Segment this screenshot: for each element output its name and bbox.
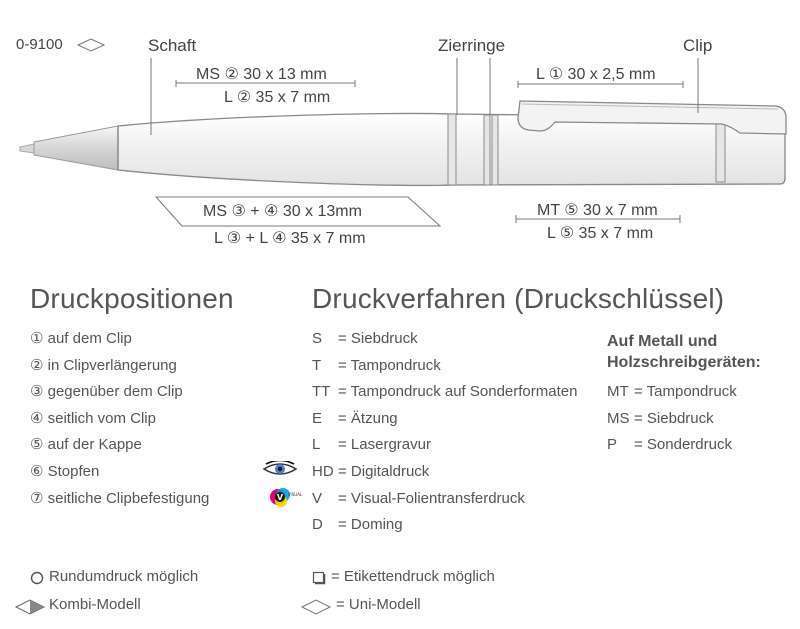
- position-item: ④ seitlich vom Clip: [30, 409, 156, 427]
- positions-list: [30, 326, 209, 512]
- methods-title: Druckverfahren (Druckschlüssel): [312, 283, 725, 314]
- method-code: D: [312, 516, 323, 534]
- method-code: S: [312, 330, 323, 347]
- method-item: [312, 353, 577, 380]
- pen-refill-tip: [20, 144, 34, 153]
- diamond-outline-icon: [300, 599, 332, 615]
- pen-cone: [34, 126, 118, 170]
- label-box-icon: [312, 571, 326, 585]
- dim-cap-mt: MT ⑤ 30 x 7 mm: [537, 202, 658, 219]
- dim-schaft-ms: MS ② 30 x 13 mm: [196, 66, 327, 83]
- diamond-outline-icon: [76, 38, 106, 52]
- label-schaft: Schaft: [148, 36, 197, 55]
- position-item: ⑦ seitliche Clipbefestigung: [30, 489, 210, 507]
- position-item: ⑤ auf der Kappe: [30, 436, 142, 454]
- method-item: [312, 432, 577, 459]
- position-item: ② in Clipverlängerung: [30, 356, 177, 374]
- article-number: 0-9100: [16, 36, 63, 53]
- metal-title-line2: Holzschreibgeräten:: [607, 354, 761, 371]
- method-label: = Doming: [338, 516, 403, 534]
- diamond-half-filled-icon: [14, 599, 46, 615]
- position-item: ⑥ Stopfen: [30, 462, 100, 480]
- legend-rundum: Rundumdruck möglich: [49, 568, 199, 585]
- metal-item: [607, 379, 737, 406]
- method-label: = Tampondruck: [338, 356, 441, 374]
- method-label: = Siebdruck: [338, 330, 418, 347]
- metal-list: [607, 379, 737, 459]
- method-code: L: [312, 436, 321, 454]
- legend-uni: = Uni-Modell: [336, 596, 421, 613]
- method-item: [312, 459, 577, 486]
- visual-logo-text: VISUAL: [287, 492, 302, 497]
- metal-code: MT: [607, 383, 629, 400]
- position-item: ③ gegenüber dem Clip: [30, 383, 183, 401]
- label-clip: Clip: [683, 36, 713, 55]
- method-code: TT: [312, 383, 331, 401]
- metal-item: [607, 406, 737, 433]
- method-label: = Ätzung: [338, 409, 398, 427]
- open-circle-icon: [30, 571, 44, 585]
- legend-kombi: Kombi-Modell: [49, 596, 141, 613]
- metal-label: = Sonderdruck: [634, 436, 732, 454]
- dim-side-l: L ③ + L ④ 35 x 7 mm: [214, 230, 366, 247]
- metal-title-line1: Auf Metall und: [607, 333, 718, 350]
- method-item: [312, 326, 577, 353]
- method-item: [312, 379, 577, 406]
- metal-label: = Tampondruck: [634, 383, 737, 400]
- method-code: E: [312, 409, 323, 427]
- method-label: = Tampondruck auf Sonderformaten: [338, 383, 578, 401]
- method-code: T: [312, 356, 322, 374]
- dim-clip-l: L ① 30 x 2,5 mm: [536, 66, 656, 83]
- method-code: HD: [312, 462, 334, 480]
- method-item: [312, 406, 577, 433]
- method-label: = Lasergravur: [338, 436, 431, 454]
- eye-icon: [262, 461, 298, 481]
- method-item: [312, 512, 577, 539]
- position-item: ① auf dem Clip: [30, 330, 132, 347]
- label-zierringe: Zierringe: [438, 36, 506, 55]
- method-label: = Digitaldruck: [338, 462, 430, 480]
- method-label: = Visual-Folientransferdruck: [338, 489, 525, 507]
- visual-logo-icon: [268, 485, 302, 511]
- dim-cap-l: L ⑤ 35 x 7 mm: [547, 225, 654, 242]
- metal-item: [607, 432, 737, 459]
- legend-etikett: = Etikettendruck möglich: [331, 568, 495, 585]
- metal-code: MS: [607, 409, 630, 427]
- dim-side-ms: MS ③ + ④ 30 x 13mm: [203, 203, 362, 220]
- positions-title: Druckpositionen: [30, 283, 234, 314]
- method-code: V: [312, 489, 323, 507]
- dim-schaft-l: L ② 35 x 7 mm: [224, 89, 331, 106]
- metal-code: P: [607, 436, 618, 454]
- method-item: [312, 486, 577, 513]
- metal-label: = Siebdruck: [634, 409, 714, 427]
- methods-list: [312, 326, 577, 539]
- svg-text:V: V: [276, 493, 284, 502]
